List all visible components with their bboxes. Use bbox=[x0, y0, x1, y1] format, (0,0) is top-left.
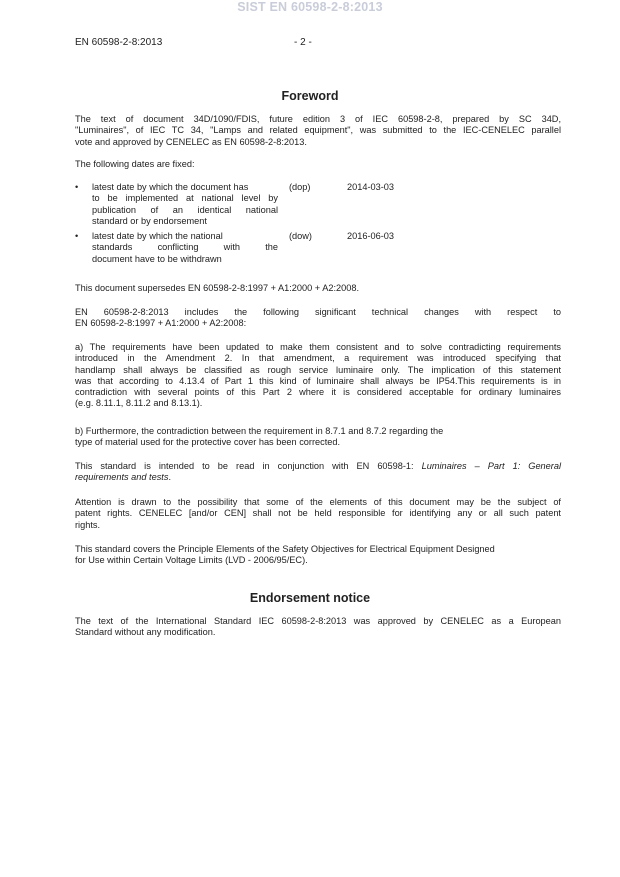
text-line: introduced in the Amendment 2. In that amendment, a requirement was introduced specifying that bbox=[75, 353, 561, 364]
date-description bbox=[92, 231, 278, 265]
header-page-number: - 2 - bbox=[294, 37, 312, 48]
dates-intro: The following dates are fixed: bbox=[75, 159, 195, 169]
header-doc-id: EN 60598-2-8:2013 bbox=[75, 37, 163, 48]
text-line: handlamp shall always be classified as rough service luminaire only. The implication of this statement bbox=[75, 364, 561, 375]
bullet-icon: • bbox=[75, 231, 79, 241]
text-line: rights. bbox=[75, 519, 101, 530]
date-value: 2014-03-03 bbox=[347, 182, 394, 192]
conjunction-end: . bbox=[168, 472, 172, 483]
text-line: a) The requirements have been updated to make them consistent and to solve contradicting requirements bbox=[75, 342, 561, 352]
conjunction-statement bbox=[75, 461, 561, 484]
text-line: vote and approved by CENELEC as EN 60598-2-8:2013. bbox=[75, 136, 307, 147]
text-line: to be implemented at national level by bbox=[92, 193, 278, 204]
conjunction-text: This standard is intended to be read in conjunction with EN 60598-1: bbox=[75, 461, 422, 471]
date-description bbox=[92, 182, 278, 227]
text-line bbox=[75, 461, 561, 472]
bullet-icon: • bbox=[75, 182, 79, 192]
lvd-statement bbox=[75, 544, 561, 567]
endorsement-text bbox=[75, 616, 561, 639]
supersedes-statement: This document supersedes EN 60598-2-8:1997 + A1:2000 + A2:2008. bbox=[75, 283, 359, 293]
text-line: "Luminaires", of IEC TC 34, "Lamps and related equipment", was submitted to the IEC-CENELEC parallel bbox=[75, 125, 561, 136]
conjunction-italic-title-cont: requirements and tests bbox=[75, 472, 169, 483]
change-a bbox=[75, 342, 561, 410]
text-line: EN 60598-2-8:2013 includes the following significant technical changes with respect to bbox=[75, 307, 561, 317]
text-line: b) Furthermore, the contradiction between the requirement in 8.7.1 and 8.7.2 regarding the bbox=[75, 426, 444, 436]
technical-changes-intro bbox=[75, 307, 561, 330]
text-line: latest date by which the document has bbox=[92, 182, 249, 192]
text-line: EN 60598-2-8:1997 + A1:2000 + A2:2008: bbox=[75, 318, 247, 329]
text-line: The text of the International Standard IEC 60598-2-8:2013 was approved by CENELEC as a European bbox=[75, 616, 561, 626]
text-line: (e.g. 8.11.1, 8.11.2 and 8.13.1). bbox=[75, 398, 203, 409]
text-line: standard or by endorsement bbox=[92, 215, 207, 226]
text-line: document have to be withdrawn bbox=[92, 253, 222, 264]
text-line: was that according to 4.13.4 of Part 1 this kind of luminaire shall always be IP54.This requirements is in bbox=[75, 375, 561, 386]
foreword-title: Foreword bbox=[281, 89, 339, 103]
watermark: SIST EN 60598-2-8:2013 bbox=[237, 0, 383, 14]
date-code: (dow) bbox=[289, 231, 312, 241]
text-line: latest date by which the national bbox=[92, 231, 223, 241]
text-line: Attention is drawn to the possibility that some of the elements of this document may be the subject of bbox=[75, 497, 561, 507]
text-line bbox=[75, 472, 561, 483]
foreword-intro bbox=[75, 114, 561, 148]
text-line: for Use within Certain Voltage Limits (LVD - 2006/95/EC). bbox=[75, 555, 308, 566]
text-line: publication of an identical national bbox=[92, 204, 278, 215]
text-line: contradiction with several points of this Part 2 where it is considered acceptable for ordinary luminaires bbox=[75, 387, 561, 398]
date-value: 2016-06-03 bbox=[347, 231, 394, 241]
date-code: (dop) bbox=[289, 182, 311, 192]
patent-statement bbox=[75, 497, 561, 531]
text-line: standards conflicting with the bbox=[92, 242, 278, 253]
text-line: This standard covers the Principle Elements of the Safety Objectives for Electrical Equipment Designed bbox=[75, 544, 495, 554]
change-b bbox=[75, 426, 561, 449]
text-line: patent rights. CENELEC [and/or CEN] shall not be held responsible for identifying any or all such patent bbox=[75, 508, 561, 519]
text-line: The text of document 34D/1090/FDIS, future edition 3 of IEC 60598-2-8, prepared by SC 34D, bbox=[75, 114, 561, 124]
conjunction-italic-title: Luminaires – Part 1: General bbox=[421, 461, 561, 471]
text-line: Standard without any modification. bbox=[75, 627, 216, 638]
text-line: type of material used for the protective cover has been corrected. bbox=[75, 437, 341, 448]
endorsement-title: Endorsement notice bbox=[249, 591, 371, 605]
